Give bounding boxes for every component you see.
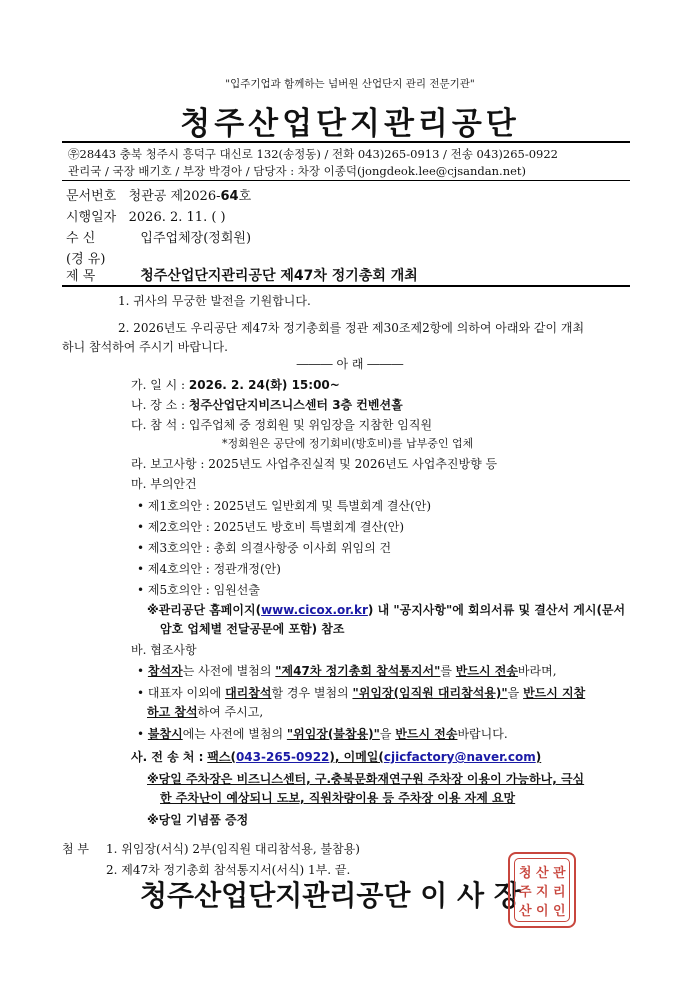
item-ra — [131, 455, 497, 472]
parking-notice-line-2: 한 주차난이 예상되니 도보, 직원차량이용 등 주차장 이용 자제 요망 — [160, 791, 516, 805]
agenda-item: • 제2호의안 : 2025년도 방호비 특별회계 결산(안) — [137, 520, 405, 534]
recipient-value: 입주업체장(정회원) — [140, 231, 252, 246]
item-ga — [131, 376, 340, 393]
cooperation-item-2: • 대표자 이외에 대리참석할 경우 별첨의 "위임장(임직원 대리참석용)"을 반드시 지참 — [137, 686, 586, 700]
item-da-label: 다. 참 석 : — [131, 418, 186, 432]
org-title: 청주산업단지관리공단 — [180, 106, 520, 142]
gift-notice: ※당일 기념품 증정 — [147, 813, 249, 827]
item-na-label: 나. 장 소 : — [131, 398, 186, 412]
item-ra-label: 라. 보고사항 : — [131, 457, 205, 471]
issue-date-value: 2026. 2. 11. ( ) — [128, 210, 226, 225]
doc-number-label: 문서번호 — [66, 189, 117, 204]
recipient-label: 수 신 — [66, 231, 96, 246]
agenda-item: • 제5호의안 : 임원선출 — [137, 583, 260, 597]
doc-number-prefix: 청관공 제2026- — [128, 189, 221, 204]
subject-row — [66, 265, 418, 285]
item-na-value: 청주산업단지비즈니스센터 3층 컨벤션홀 — [188, 398, 403, 412]
paragraph-2-line-2: 하니 참석하여 주시기 바랍니다. — [62, 340, 228, 354]
paragraph-2-line-1: 2. 2026년도 우리공단 제47차 정기총회를 정관 제30조제2항에 의하여 아래와 같이 개최 — [118, 321, 585, 335]
via-label: (경 유) — [66, 252, 106, 267]
subject-label: 제 목 — [66, 269, 96, 284]
contact-rule — [62, 180, 630, 181]
parking-notice: ※당일 주차장은 비즈니스센터, 구.충북문화재연구원 주차장 이용이 가능하나, 극심 — [147, 772, 585, 786]
homepage-notice-line-2: 암호 업체별 전달공문에 포함) 참조 — [160, 622, 345, 636]
below-heading: ――― 아 래 ――― — [296, 357, 404, 371]
cooperation-item-1: • 참석자는 사전에 별첨의 "제47차 정기총회 참석통지서"를 반드시 전송바라며, — [137, 664, 557, 678]
issue-date-label: 시행일자 — [66, 210, 117, 225]
item-sa-label: 사. 전 송 처 : — [131, 750, 204, 764]
doc-number-value: 64 — [220, 189, 239, 204]
doc-number-suffix: 호 — [238, 189, 252, 204]
sender-name: 청주산업단지관리공단 이 사 장 — [140, 879, 521, 912]
tagline: "입주기업과 함께하는 넘버원 산업단지 관리 전문기관" — [225, 78, 475, 90]
fax-number: 043-265-0922 — [235, 750, 330, 764]
recipient — [66, 227, 251, 246]
item-ga-label: 가. 일 시 : — [131, 378, 186, 392]
issue-date — [66, 206, 226, 225]
item-sa: 사. 전 송 처 : 팩스(043-265-0922), 이메일(cjicfactory@naver.com) — [131, 750, 542, 764]
cooperation-item-2-line-2: 하고 참석하여 주시고, — [147, 705, 264, 719]
agenda-item: • 제3호의안 : 총회 의결사항중 이사회 위임의 건 — [137, 541, 392, 555]
homepage-notice: ※관리공단 홈페이지(www.cicox.or.kr) 내 "공지사항"에 회의서류 및 결산서 게시(문서 — [147, 603, 626, 617]
header-rule — [62, 141, 630, 143]
item-da-value: 입주업체 중 정회원 및 위임장을 지참한 임직원 — [188, 418, 433, 432]
item-da — [131, 416, 432, 433]
agenda-item: • 제4호의안 : 정관개정(안) — [137, 562, 281, 576]
subject-rule — [62, 285, 630, 287]
doc-number — [66, 185, 251, 204]
agenda-item: • 제1호의안 : 2025년도 일반회계 및 특별회계 결산(안) — [137, 499, 432, 513]
homepage-link[interactable]: www.cicox.or.kr — [261, 603, 368, 617]
subject-value: 청주산업단지관리공단 제47차 정기총회 개최 — [140, 268, 418, 284]
address-line: ㉾28443 충북 청주시 흥덕구 대신로 132(송정동) / 전화 043)265-0913 / 전송 043)265-0922 — [68, 147, 559, 161]
item-ma-label: 마. 부의안건 — [131, 477, 197, 491]
attachment-item: 1. 위임장(서식) 2부(임직원 대리참석용, 불참용) — [106, 842, 360, 856]
official-seal: 청 산 관 주 지 리 산 이 인 — [508, 852, 576, 928]
attachment-item: 2. 제47차 정기총회 참석통지서(서식) 1부. 끝. — [106, 863, 351, 877]
attachments-label: 첨 부 — [62, 842, 89, 856]
email-link[interactable]: cjicfactory@naver.com — [383, 750, 536, 764]
staff-line: 관리국 / 국장 배기호 / 부장 박경아 / 담당자 : 차장 이종덕(jongdeok.lee@cjsandan.net) — [68, 164, 527, 178]
paragraph-1: 1. 귀사의 무궁한 발전을 기원합니다. — [118, 294, 311, 308]
item-ba-label: 바. 협조사항 — [131, 643, 197, 657]
item-da-note: *정회원은 공단에 정기회비(방호비)를 납부중인 업체 — [222, 437, 474, 450]
cooperation-item-3: • 불참시에는 사전에 별첨의 "위임장(불참용)"을 반드시 전송바랍니다. — [137, 727, 508, 741]
item-ga-value: 2026. 2. 24(화) 15:00~ — [188, 378, 340, 392]
item-ra-value: 2025년도 사업추진실적 및 2026년도 사업추진방향 등 — [208, 457, 498, 471]
item-na — [131, 396, 403, 413]
